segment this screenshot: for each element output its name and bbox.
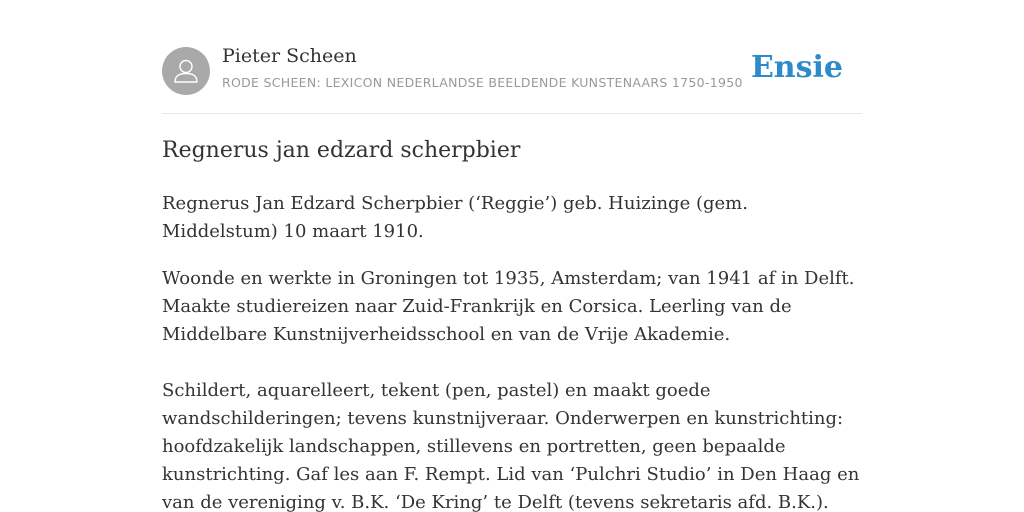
brand-logo[interactable]: Ensie [750,50,843,85]
article-header [162,0,862,114]
article-title: Regnerus jan edzard scherpbier [162,138,521,163]
source-title[interactable]: RODE SCHEEN: LEXICON NEDERLANDSE BEELDENDE KUNSTENAARS 1750-1950 [222,75,743,90]
user-silhouette-icon [162,47,210,95]
article-paragraph: Regnerus Jan Edzard Scherpbier (‘Reggie’) geb. Huizinge (gem. Middelstum) 10 maart 1910. [162,193,748,242]
author-name[interactable]: Pieter Scheen [222,45,357,67]
article-paragraph: Woonde en werkte in Groningen tot 1935, Amsterdam; van 1941 af in Delft. Maakte studiereizen naar Zuid-Frankrijk en Corsica. Leerling van de Middelbare Kunstnijverheidsschool en van de Vrije Akademie. [162,268,855,345]
content-container [162,0,862,512]
author-avatar[interactable] [162,47,210,95]
article-paragraph: Schildert, aquarelleert, tekent (pen, pastel) en maakt goede wandschilderingen; tevens kunstnijveraar. Onderwerpen en kunstrichting: hoofdzakelijk landschappen, stillevens en portretten, geen bepaalde kunstrichting. Gaf les aan F. Rempt. Lid van ‘Pulchri Studio’ in Den Haag en van de vereniging v. B.K. ‘De Kring’ te Delft (tevens sekretaris afd. B.K.). [162,380,860,512]
